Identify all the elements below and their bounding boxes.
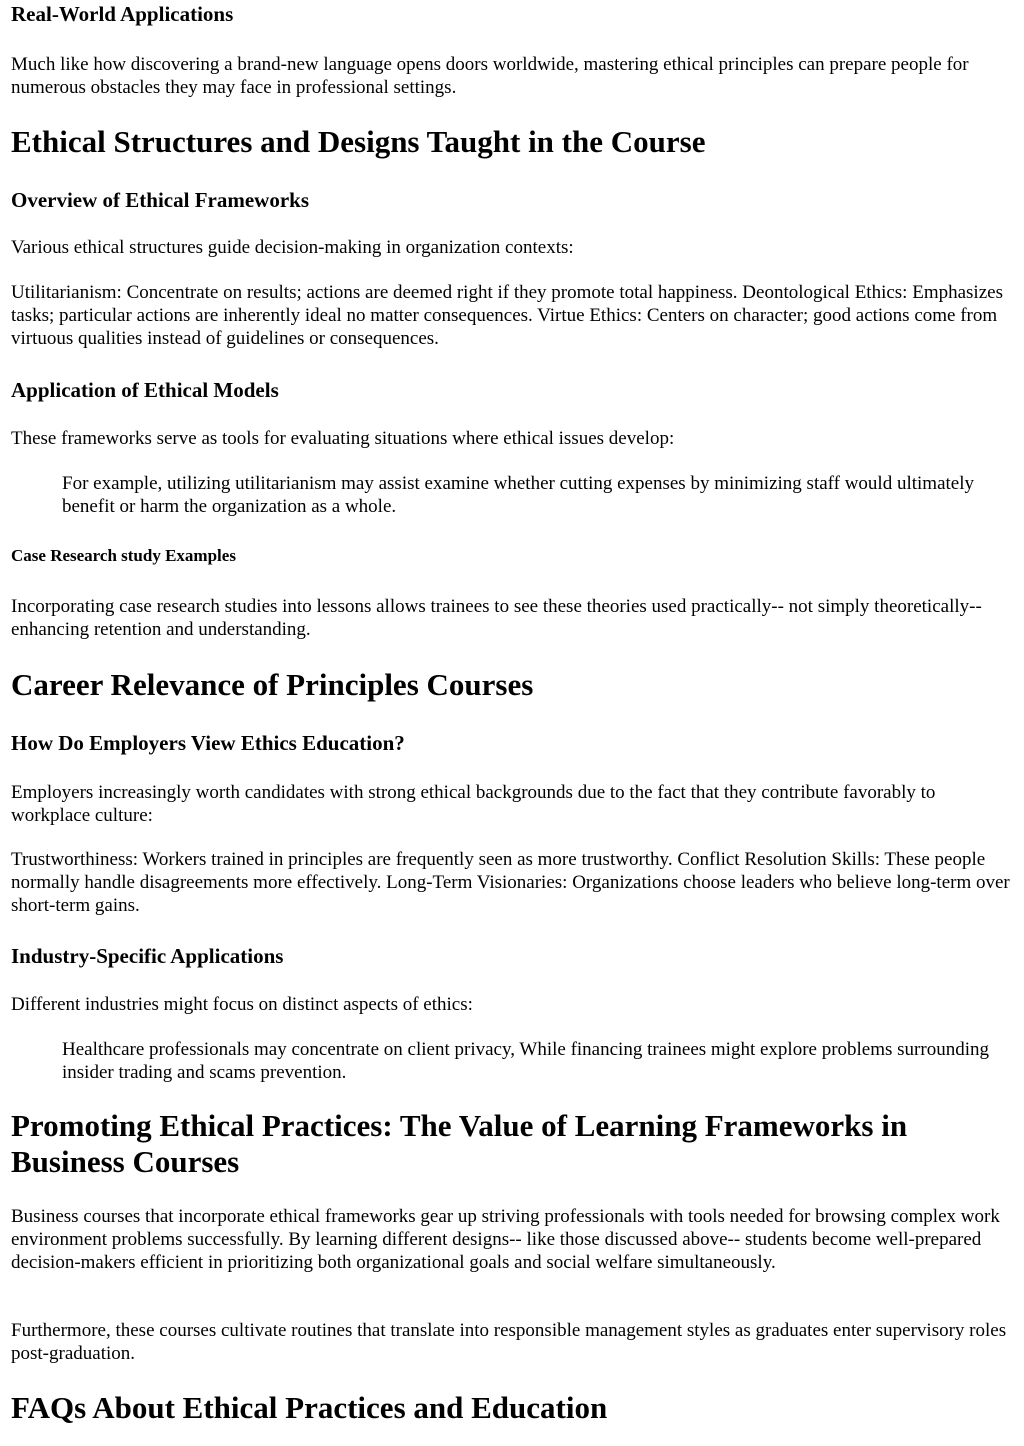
paragraph-employers-intro: Employers increasingly worth candidates with strong ethical backgrounds due to the fact that they contribute favorably to workplace culture: bbox=[11, 782, 936, 826]
paragraph-application-intro: These frameworks serve as tools for evaluating situations where ethical issues develop: bbox=[11, 428, 675, 449]
paragraph-case-studies: Incorporating case research studies into lessons allows trainees to see these theories used practically-- not simply theoretically-- enhancing retention and understanding. bbox=[11, 596, 982, 640]
heading-employers-view: How Do Employers View Ethics Education? bbox=[11, 731, 405, 755]
paragraph-furthermore: Furthermore, these courses cultivate routines that translate into responsible management styles as graduates enter supervisory roles post-graduation. bbox=[11, 1320, 1007, 1364]
heading-case-study-examples: Case Research study Examples bbox=[11, 546, 236, 565]
blockquote-industry-example: Healthcare professionals may concentrate on client privacy, While financing trainees might explore problems surrounding insider trading and scams prevention. bbox=[62, 1039, 989, 1083]
paragraph-employer-traits: Trustworthiness: Workers trained in principles are frequently seen as more trustworthy. Conflict Resolution Skills: These people normally handle disagreements more effectively. Long-Term Visionaries: Organizations choose leaders who believe long-term over short-term gains. bbox=[11, 849, 1010, 916]
heading-career-relevance: Career Relevance of Principles Courses bbox=[11, 667, 534, 702]
paragraph-industry-intro: Different industries might focus on distinct aspects of ethics: bbox=[11, 994, 473, 1015]
heading-promoting-ethical-practices: Promoting Ethical Practices: The Value of Learning Frameworks in Business Courses bbox=[11, 1108, 908, 1179]
heading-real-world-applications: Real-World Applications bbox=[11, 2, 234, 26]
paragraph-frameworks-list: Utilitarianism: Concentrate on results; actions are deemed right if they promote total happiness. Deontological Ethics: Emphasizes tasks; particular actions are inherently ideal no matter consequences. Virtue Ethics: Centers on character; good actions come from virtuous qualities instead of guidelines or consequences. bbox=[11, 282, 1003, 349]
heading-faqs: FAQs About Ethical Practices and Education bbox=[11, 1390, 608, 1425]
heading-ethical-structures: Ethical Structures and Designs Taught in the Course bbox=[11, 124, 706, 159]
blockquote-utilitarianism-example: For example, utilizing utilitarianism may assist examine whether cutting expenses by minimizing staff would ultimately benefit or harm the organization as a whole. bbox=[62, 473, 974, 517]
heading-overview-frameworks: Overview of Ethical Frameworks bbox=[11, 188, 310, 212]
paragraph-real-world: Much like how discovering a brand-new language opens doors worldwide, mastering ethical principles can prepare people for numerous obstacles they may face in professional settings. bbox=[11, 54, 969, 98]
paragraph-business-courses: Business courses that incorporate ethical frameworks gear up striving professionals with tools needed for browsing complex work environment problems successfully. By learning different designs-- like those discussed above-- students become well-prepared decision-makers efficient in prioritizing both organizational goals and social welfare simultaneously. bbox=[11, 1206, 1000, 1273]
paragraph-overview-intro: Various ethical structures guide decision-making in organization contexts: bbox=[11, 237, 574, 258]
heading-application-models: Application of Ethical Models bbox=[11, 378, 279, 402]
heading-industry-applications: Industry-Specific Applications bbox=[11, 944, 284, 968]
